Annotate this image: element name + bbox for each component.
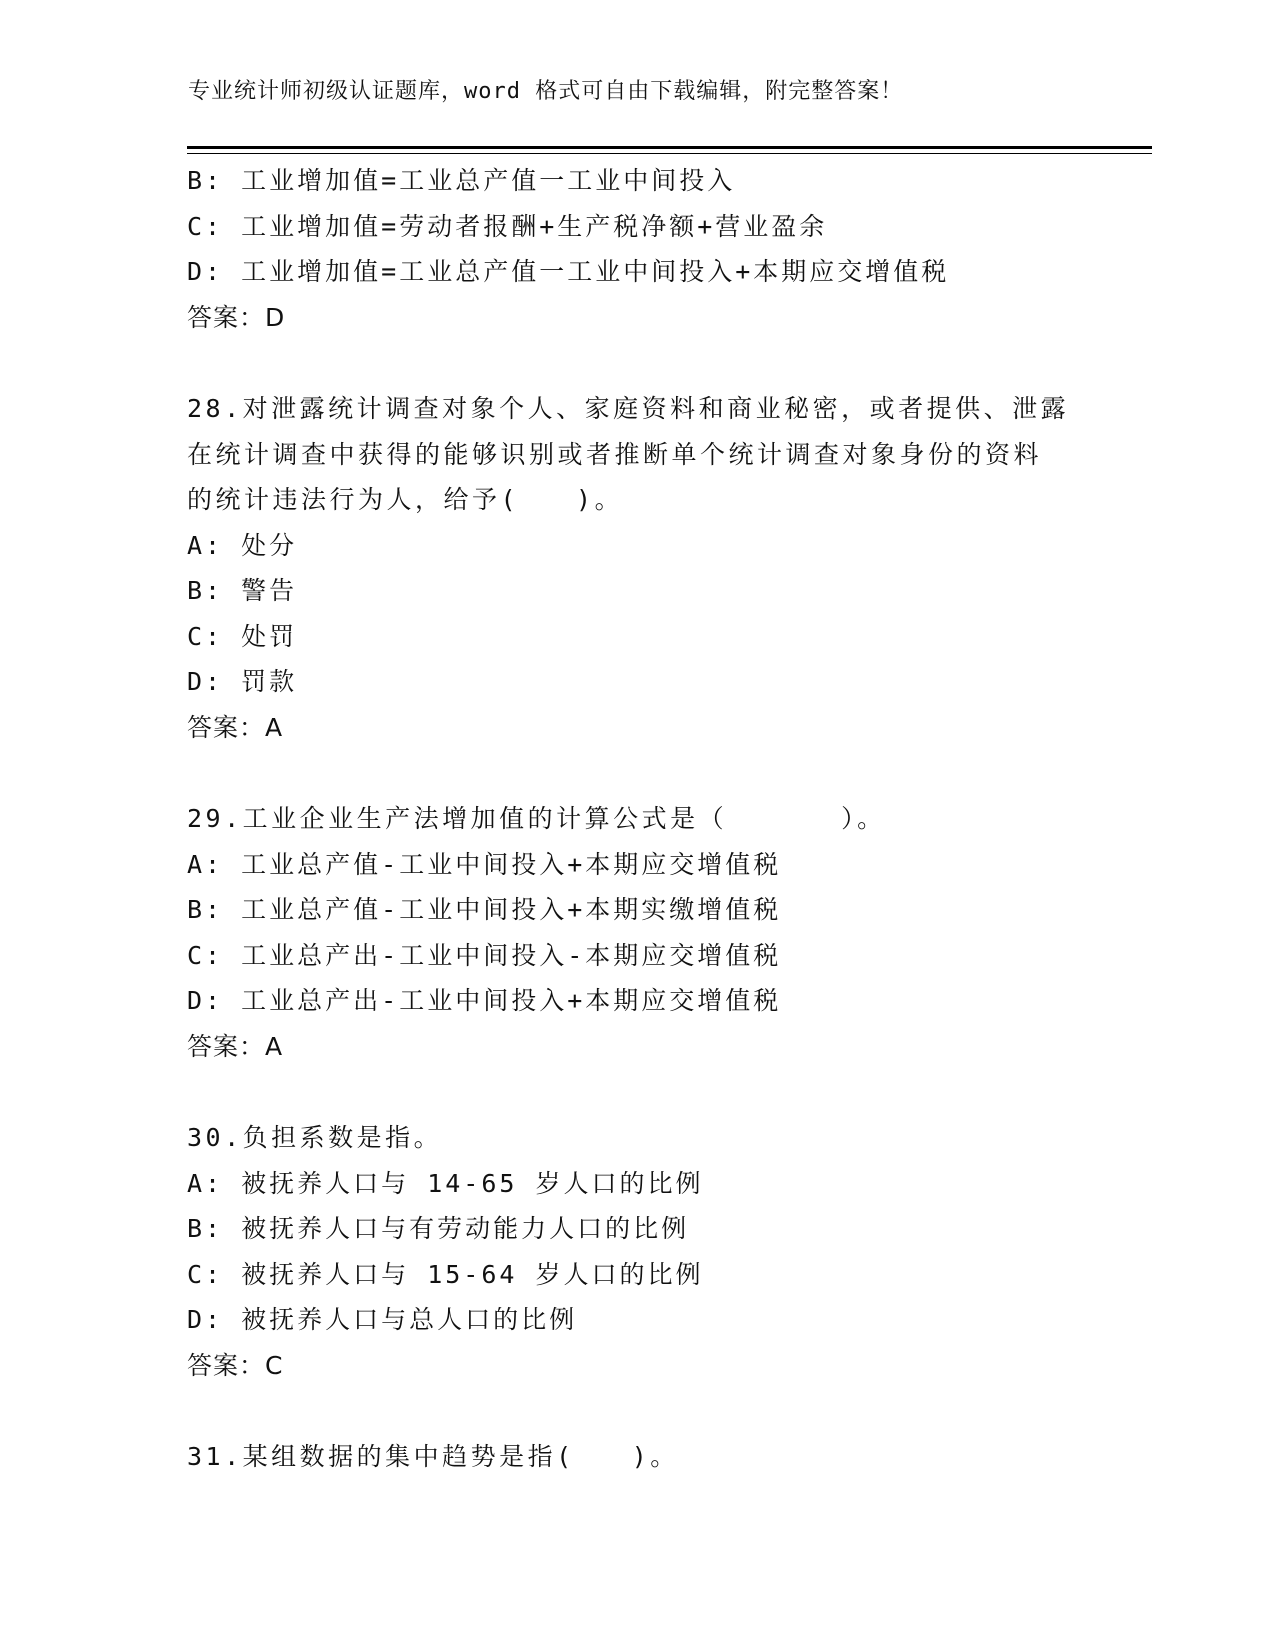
answer-line: 答案：D [187,302,286,332]
spacer [187,1388,1127,1434]
answer-line: 答案：C [187,1350,284,1380]
option-d: D: 罚款 [187,667,298,696]
option-b: B: 工业总产值-工业中间投入+本期实缴增值税 [187,895,782,924]
option-a: A: 工业总产值-工业中间投入+本期应交增值税 [187,849,782,879]
spacer [187,750,1127,796]
spacer [187,340,1127,386]
option-c: C: 被抚养人口与 15-64 岁人口的比例 [187,1259,704,1289]
question-text-line: 29.工业企业生产法增加值的计算公式是（ ）。 [187,804,886,833]
question-text-line: 30.负担系数是指。 [187,1123,443,1152]
question-block-29 [187,796,1127,1069]
option-c: C: 工业增加值=劳动者报酬+生产税净额+营业盈余 [187,211,828,241]
option-a: A: 处分 [187,530,298,560]
question-block-27 [187,158,1127,340]
header-rule-thin [187,153,1152,154]
option-d: D: 工业增加值=工业总产值一工业中间投入+本期应交增值税 [187,257,950,286]
option-d: D: 被抚养人口与总人口的比例 [187,1305,578,1334]
page-header: 专业统计师初级认证题库，word 格式可自由下载编辑，附完整答案！ [188,79,904,104]
answer-line: 答案：A [187,1031,284,1061]
option-c: C: 工业总产出-工业中间投入-本期应交增值税 [187,940,782,970]
question-block-28 [187,386,1127,750]
option-b: B: 被抚养人口与有劳动能力人口的比例 [187,1214,690,1243]
question-text-line: 31.某组数据的集中趋势是指( )。 [187,1442,679,1471]
option-b: B: 工业增加值=工业总产值一工业中间投入 [187,166,736,195]
question-text-line: 的统计违法行为人，给予( )。 [187,485,624,514]
answer-line: 答案：A [187,712,284,742]
question-text-line: 在统计调查中获得的能够识别或者推断单个统计调查对象身份的资料 [187,439,1043,469]
option-a: A: 被抚养人口与 14-65 岁人口的比例 [187,1168,704,1198]
question-content [187,158,1127,1480]
spacer [187,1069,1127,1115]
question-block-31 [187,1434,1127,1480]
option-d: D: 工业总产出-工业中间投入+本期应交增值税 [187,986,782,1015]
option-c: C: 处罚 [187,621,298,651]
question-text-line: 28.对泄露统计调查对象个人、家庭资料和商业秘密，或者提供、泄露 [187,394,1070,423]
option-b: B: 警告 [187,576,298,605]
question-block-30 [187,1115,1127,1388]
header-rule-thick [187,146,1152,149]
